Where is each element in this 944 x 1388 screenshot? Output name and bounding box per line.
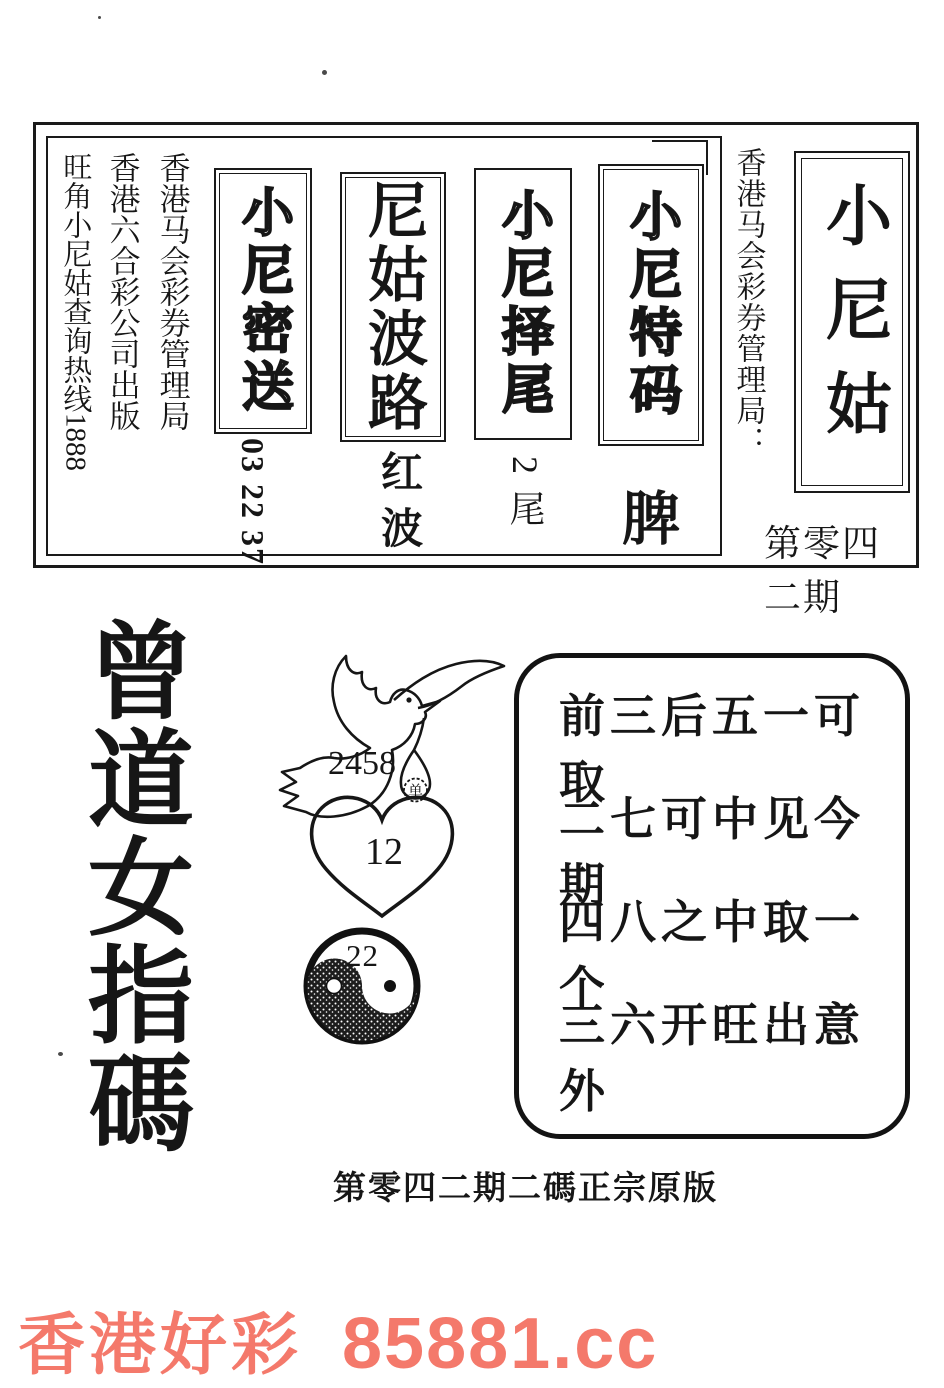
- verse-line-4: 三六开旺出意外: [559, 999, 865, 1117]
- dove-eye: [406, 697, 411, 702]
- footer-banner: [18, 1292, 658, 1388]
- panel-bolu-box: [340, 172, 446, 442]
- scan-speck: [322, 70, 327, 75]
- hotline-column: 旺角小尼姑查询热线1888: [59, 152, 92, 471]
- panel-zewei-box: [474, 168, 572, 440]
- panel-misong-numbers: 03 22 37: [235, 438, 271, 566]
- verse-line-3: 四八之中取一个: [559, 896, 865, 1014]
- panel-zewei-note: 2尾: [505, 456, 545, 542]
- footer-domain: 85881.cc: [342, 1304, 659, 1384]
- verse-box: [514, 653, 910, 1139]
- heart-number: 12: [365, 831, 403, 873]
- masthead-outer-box: [33, 122, 919, 619]
- panel-bolu-note: 红波: [375, 450, 421, 562]
- masthead-title: 小尼姑: [815, 181, 889, 463]
- panel-tema-box: [598, 164, 704, 446]
- authority-column: 香港马会彩券管理局: [154, 152, 190, 431]
- verse-line-2: 二七可中见今期: [559, 793, 865, 911]
- panel-tema-note: 脾: [622, 487, 681, 552]
- heart-icon: [298, 786, 466, 922]
- issue-number: 第零四二期: [764, 524, 881, 619]
- yinyang-white-eye: [327, 979, 342, 994]
- masthead-title-box: [794, 151, 910, 493]
- panel-zewei-title: 小尼择尾: [492, 188, 554, 420]
- panel-misong-box: [214, 168, 312, 434]
- yinyang-icon: [298, 924, 430, 1050]
- brand-title: 曾道女指碼: [73, 616, 191, 1156]
- yinyang-black-eye: [384, 980, 396, 992]
- scan-speck: [98, 16, 101, 19]
- dove-tag-label: 单: [407, 784, 424, 800]
- panel-tema-title: 小尼特码: [620, 189, 682, 421]
- verse-line-1: 前三后五一可取: [559, 690, 865, 808]
- yinyang-number: 22: [346, 938, 379, 973]
- edition-caption: 第零四二期二碼正宗原版: [333, 1171, 718, 1207]
- publisher-column: 香港六合彩公司出版: [104, 152, 140, 431]
- dove-number: 2458: [328, 745, 396, 782]
- footer-brand: 香港好彩: [18, 1308, 302, 1383]
- panel-bolu-title: 尼姑波路: [360, 179, 426, 435]
- panel-misong-title: 小尼密送: [232, 185, 294, 417]
- masthead-inner-box: [46, 136, 722, 566]
- right-authority-column: 香港马会彩券管理局：: [731, 147, 765, 457]
